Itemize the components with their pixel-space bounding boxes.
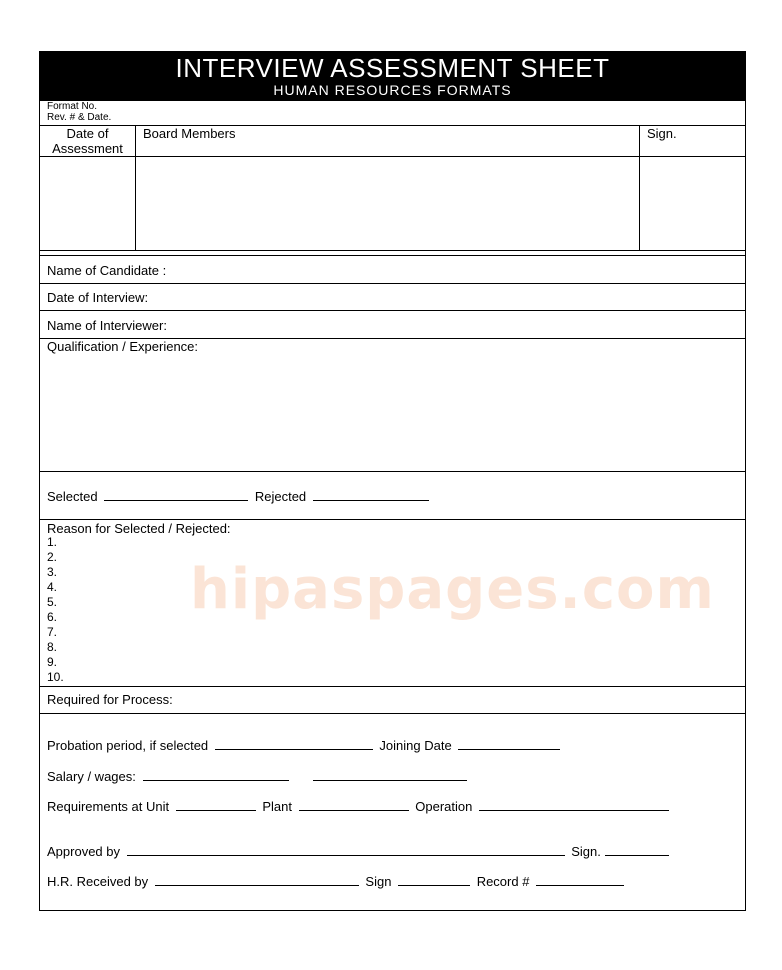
list-item: 6. xyxy=(47,610,58,624)
required-process-field: Required for Process: xyxy=(47,692,173,707)
list-item: 8. xyxy=(47,640,58,654)
list-item: 7. xyxy=(47,625,58,639)
selected-rejected-row xyxy=(47,489,432,504)
salary-row xyxy=(47,769,470,784)
selected-label: Selected xyxy=(47,489,98,504)
reason-list xyxy=(47,535,64,685)
list-item: 5. xyxy=(47,595,58,609)
hr-received-label: H.R. Received by xyxy=(47,874,149,889)
approved-by-blank[interactable] xyxy=(127,844,565,856)
list-item: 2. xyxy=(47,550,58,564)
divider xyxy=(40,713,745,714)
plant-blank[interactable] xyxy=(299,799,409,811)
sheet-header xyxy=(40,52,745,101)
board-members-label: Board Members xyxy=(143,126,236,141)
approved-sign-blank[interactable] xyxy=(605,844,669,856)
hr-received-row xyxy=(47,874,627,889)
watermark-text: hipaspages.com xyxy=(190,557,715,622)
rejected-label: Rejected xyxy=(254,489,307,504)
interview-date-field: Date of Interview: xyxy=(47,290,149,305)
hr-sign-blank[interactable] xyxy=(398,874,470,886)
sheet-title: INTERVIEW ASSESSMENT SHEET xyxy=(175,53,610,83)
date-of-assessment-label-line2: Assessment xyxy=(52,141,123,156)
divider xyxy=(40,471,745,472)
assessment-sheet xyxy=(39,51,746,911)
record-label: Record # xyxy=(476,874,530,889)
list-item: 4. xyxy=(47,580,58,594)
qualification-field: Qualification / Experience: xyxy=(47,339,199,354)
reason-label: Reason for Selected / Rejected: xyxy=(47,521,231,536)
requirements-row xyxy=(47,799,672,814)
record-blank[interactable] xyxy=(536,874,624,886)
list-item: 10. xyxy=(47,670,64,684)
probation-row xyxy=(47,738,563,753)
approved-sign-label: Sign. xyxy=(571,844,601,859)
divider xyxy=(639,125,640,250)
joining-date-label: Joining Date xyxy=(379,738,452,753)
date-of-assessment-label-line1: Date of xyxy=(66,126,109,141)
interviewer-name-field: Name of Interviewer: xyxy=(47,318,167,333)
hr-sign-label: Sign xyxy=(365,874,392,889)
divider xyxy=(40,310,745,311)
approved-by-label: Approved by xyxy=(47,844,120,859)
selected-blank[interactable] xyxy=(104,489,248,501)
sheet-subtitle: HUMAN RESOURCES FORMATS xyxy=(273,82,512,98)
operation-label: Operation xyxy=(415,799,473,814)
board-sign-label: Sign. xyxy=(647,126,677,141)
divider xyxy=(40,519,745,520)
operation-blank[interactable] xyxy=(479,799,669,811)
list-item: 1. xyxy=(47,535,58,549)
divider xyxy=(40,255,745,256)
approved-row xyxy=(47,844,672,859)
divider xyxy=(40,686,745,687)
divider xyxy=(40,156,745,157)
salary-label: Salary / wages: xyxy=(47,769,136,784)
rev-date-label: Rev. # & Date. xyxy=(47,112,112,123)
salary-blank-2[interactable] xyxy=(313,769,467,781)
rejected-blank[interactable] xyxy=(313,489,429,501)
divider xyxy=(40,250,745,251)
candidate-name-field: Name of Candidate : xyxy=(47,263,167,278)
joining-date-blank[interactable] xyxy=(458,738,560,750)
probation-label: Probation period, if selected xyxy=(47,738,209,753)
requirements-label: Requirements at Unit xyxy=(47,799,170,814)
divider xyxy=(135,125,136,250)
requirements-unit-blank[interactable] xyxy=(176,799,256,811)
hr-received-blank[interactable] xyxy=(155,874,359,886)
format-no-label: Format No. xyxy=(47,101,98,112)
plant-label: Plant xyxy=(262,799,293,814)
list-item: 9. xyxy=(47,655,58,669)
salary-blank-1[interactable] xyxy=(143,769,289,781)
probation-blank[interactable] xyxy=(215,738,373,750)
divider xyxy=(40,283,745,284)
list-item: 3. xyxy=(47,565,58,579)
